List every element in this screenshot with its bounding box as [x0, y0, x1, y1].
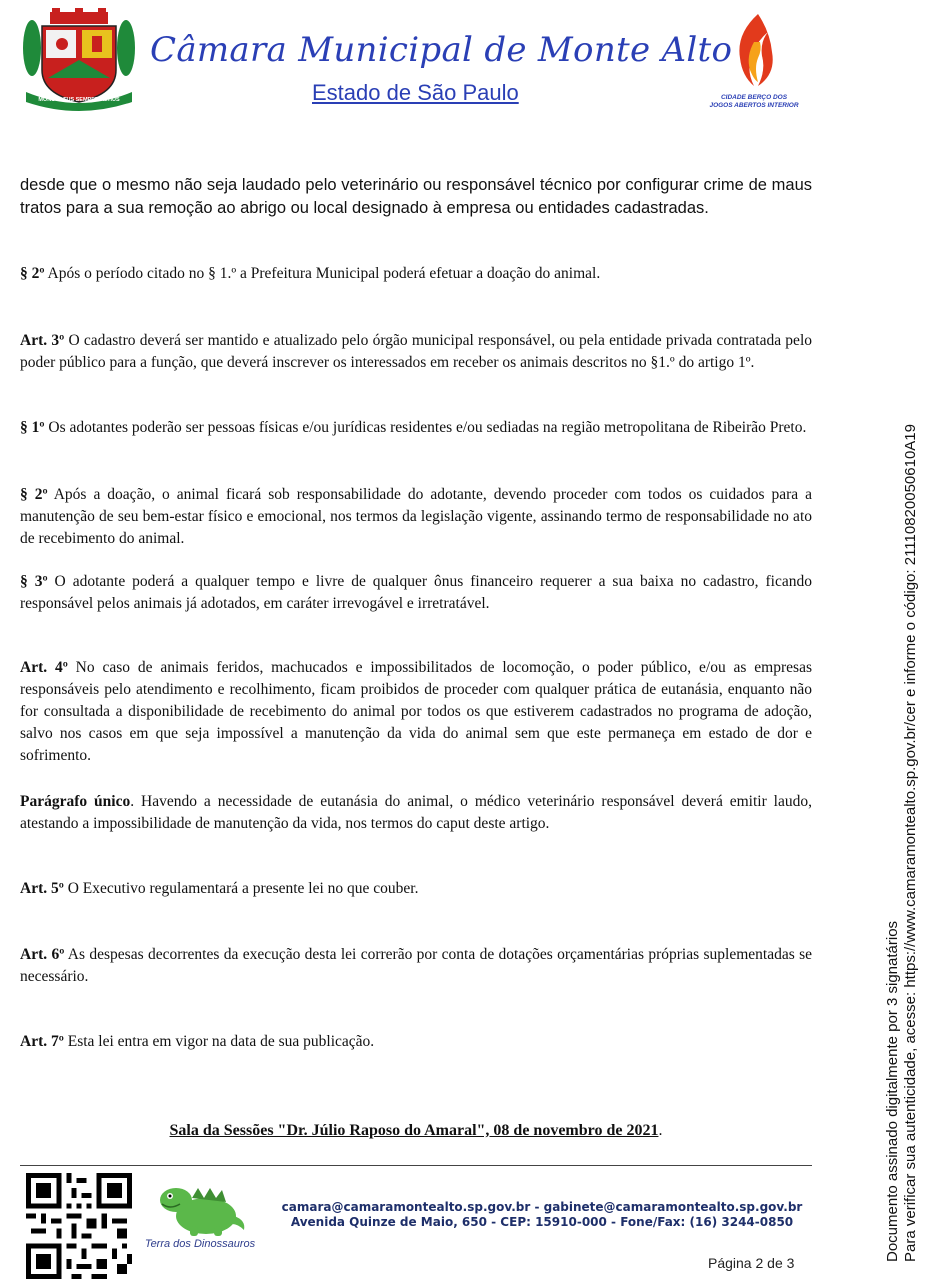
article-5: [20, 878, 812, 900]
article-label: Art. 7º: [20, 1033, 64, 1050]
continuation-paragraph: desde que o mesmo não seja laudado pelo veterinário ou responsável técnico por configurar crime de maus tratos para a sua remoção ao abrigo ou local designado à empresa ou entidades cadastradas.: [20, 176, 812, 217]
state-name: Estado de São Paulo: [312, 80, 519, 105]
article-7: [20, 1031, 812, 1053]
article-4: [20, 657, 812, 767]
paragraph-text: Após a doação, o animal ficará sob responsabilidade do adotante, devendo proceder com todos os cuidados para a manutenção de seu bem-estar físico e emocional, nos termos da legislação vigente, assinando termo de responsabilidade no ato de recebimento do animal.: [20, 486, 812, 547]
municipal-crest-logo: [22, 8, 136, 112]
paragraph-2: [20, 263, 812, 285]
page-number: Página 2 de 3: [708, 1255, 795, 1271]
article-label: Art. 5º: [20, 880, 64, 897]
article-text: As despesas decorrentes da execução desta lei correrão por conta de dotações orçamentárias próprias suplementadas se necessário.: [20, 946, 812, 985]
contact-address: Avenida Quinze de Maio, 650 - CEP: 15910-000 - Fone/Fax: (16) 3244-0850: [290, 1215, 794, 1229]
session-signature-text: Sala da Sessões "Dr. Júlio Raposo do Amaral", 08 de novembro de 2021: [169, 1122, 659, 1139]
article-3-paragraph-1: [20, 417, 812, 439]
signature-stamp-line2: Para verificar sua autenticidade, acesse: https://www.camaramontealto.sp.gov.br/cer e informe o código: 2111082005061​0A19: [901, 424, 919, 1262]
institution-name: Câmara Municipal de Monte Alto: [150, 30, 733, 70]
paragraph-label: Parágrafo único: [20, 793, 131, 810]
article-6: [20, 944, 812, 988]
paragraph-label: § 1º: [20, 419, 45, 436]
flame-caption: [692, 94, 816, 110]
article-text: O Executivo regulamentará a presente lei no que couber.: [63, 880, 419, 897]
paragraph-label: § 3º: [20, 573, 48, 590]
flame-caption-line1: CIDADE BERÇO DOS: [720, 94, 788, 101]
article-text: No caso de animais feridos, machucados e impossibilitados de locomoção, o poder público, e/ou as empresas responsáveis pelo atendimento e recolhimento, ficam proibidos de proceder com qualquer prática de eutanásia, enquanto não for consultada a disponibilidade de recebimento do animal por todos os que estiverem cadastrados no programa de adoção, salvo nos casos em que seja impossível a manutenção da vida do animal sem que este permaneça em estado de dor e sofrimento.: [20, 659, 812, 764]
flame-caption-line2: JOGOS ABERTOS INTERIOR: [709, 102, 799, 109]
flame-icon: [728, 12, 778, 88]
session-signature-line: [20, 1122, 812, 1140]
paragraph-label: § 2º: [20, 265, 45, 282]
article-3: [20, 330, 812, 374]
dinosaur-mascot-logo: [148, 1176, 248, 1238]
contact-info: [262, 1200, 822, 1230]
contact-emails: camara@camaramontealto.sp.gov.br - gabinete@camaramontealto.sp.gov.br: [281, 1200, 803, 1214]
paragraph-label: § 2º: [20, 486, 48, 503]
signature-period: .: [658, 1122, 663, 1139]
article-label: Art. 3º: [20, 332, 65, 349]
dinosaur-caption: Terra dos Dinossauros: [144, 1238, 256, 1250]
sole-paragraph: [20, 791, 812, 835]
crest-motto: MONS ALTUS SEMPER ALTIUS: [38, 97, 120, 103]
paragraph-text: Após o período citado no § 1.º a Prefeitura Municipal poderá efetuar a doação do animal.: [44, 265, 601, 282]
footer-divider: [20, 1165, 812, 1166]
article-label: Art. 4º: [20, 659, 68, 676]
article-text: O cadastro deverá ser mantido e atualizado pelo órgão municipal responsável, ou pela entidade privada contratada pelo poder público para a função, que deverá inscrever os interessados em receber os animais descritos no §1.º do artigo 1º.: [20, 332, 812, 371]
paragraph-text: . Havendo a necessidade de eutanásia do animal, o médico veterinário responsável deverá emitir laudo, atestando a impossibilidade de manutenção da vida, nos termos do caput deste artigo.: [20, 793, 812, 832]
paragraph-text: Os adotantes poderão ser pessoas físicas e/ou jurídicas residentes e/ou sediadas na região metropolitana de Ribeirão Preto.: [44, 419, 807, 436]
article-text: Esta lei entra em vigor na data de sua publicação.: [63, 1033, 375, 1050]
digital-signature-stamp: [884, 424, 919, 1262]
paragraph-text: O adotante poderá a qualquer tempo e livre de qualquer ônus financeiro requerer a sua baixa no cadastro, ficando responsável pelos animais já adotados, em caráter irrevogável e irretratável.: [20, 573, 812, 612]
qr-code: [26, 1173, 132, 1279]
signature-stamp-line1: Documento assinado digitalmente por 3 signatários: [884, 920, 901, 1262]
article-3-paragraph-3: [20, 571, 812, 615]
article-3-paragraph-2: [20, 484, 812, 550]
article-label: Art. 6º: [20, 946, 65, 963]
